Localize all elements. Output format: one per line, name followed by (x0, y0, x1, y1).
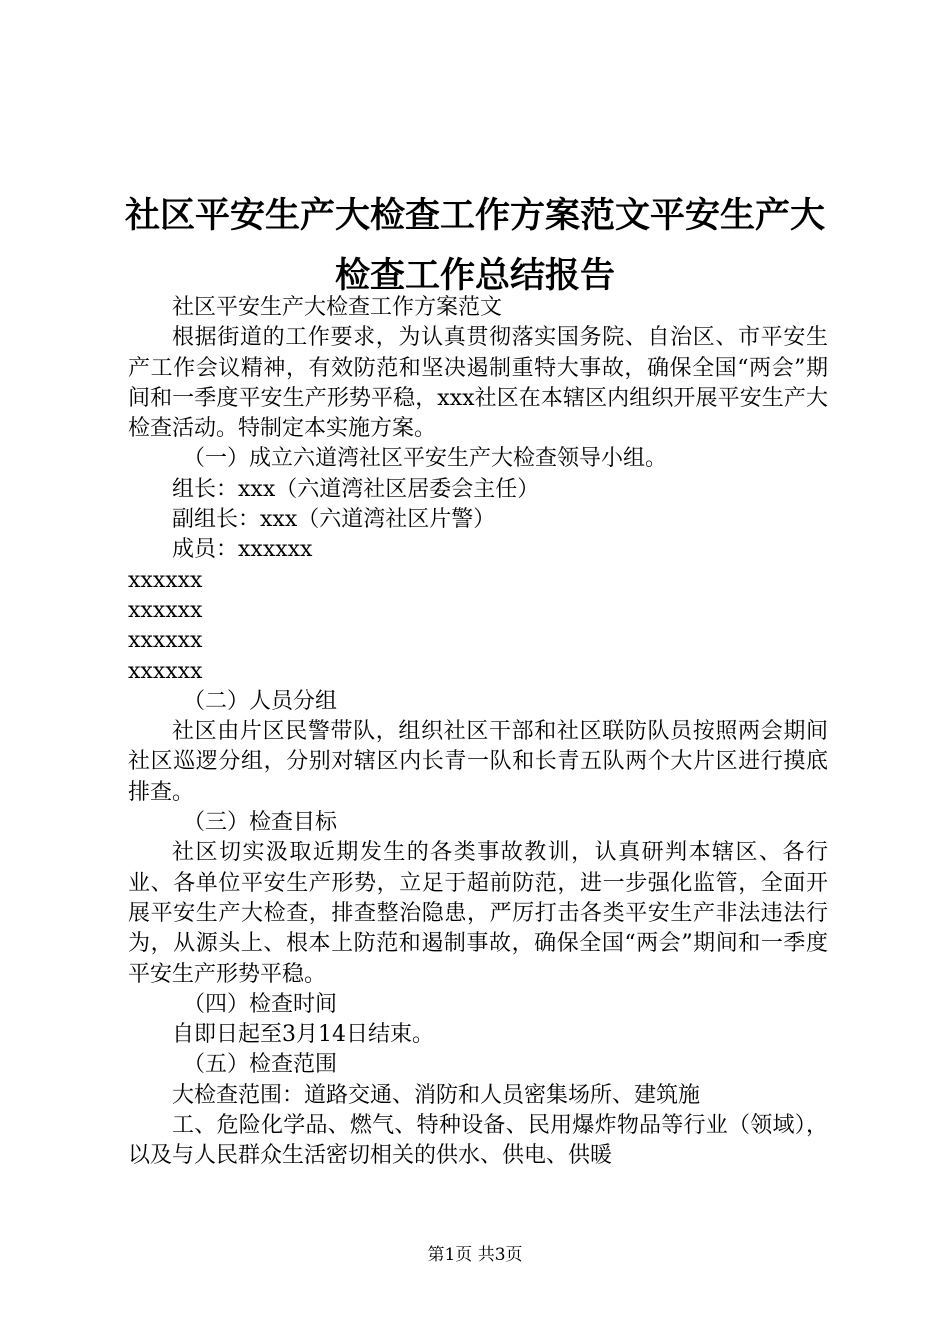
deputy-leader-line: 副组长：xxx（六道湾社区片警） (172, 507, 496, 533)
member-line: xxxxxx (128, 658, 203, 684)
page-footer (0, 1244, 950, 1266)
paragraph-grouping: 社区由片区民警带队，组织社区干部和社区联防队员按照两会期间社区巡逻分组，分别对辖区内长青一队和长青五队两个大片区进行摸底排查。 (128, 719, 828, 805)
section-heading-2: （二）人员分组 (183, 688, 338, 714)
member-line: xxxxxx (128, 597, 203, 623)
document-title (118, 186, 832, 306)
title-line-2: 检查工作总结报告 (334, 256, 615, 296)
paragraph-time: 自即日起至3月14日结束。 (172, 1022, 434, 1048)
member-line: xxxxxx (128, 628, 203, 654)
section-heading-4: （四）检查时间 (183, 991, 338, 1017)
paragraph-scope-continued: 工、危险化学品、燃气、特种设备、民用爆炸物品等行业（领域），以及与人民群众生活密切相关的供水、供电、供暖 (128, 1113, 828, 1169)
members-line: 成员：xxxxxx (172, 537, 313, 563)
member-line: xxxxxx (128, 567, 203, 593)
document-body (128, 293, 828, 1172)
section-heading-1: （一）成立六道湾社区平安生产大检查领导小组。 (183, 446, 668, 472)
paragraph-scope: 大检查范围：道路交通、消防和人员密集场所、建筑施 (172, 1082, 701, 1108)
subtitle: 社区平安生产大检查工作方案范文 (172, 295, 503, 320)
title-line-1: 社区平安生产大检查工作方案范文平安生产大 (124, 196, 825, 236)
paragraph-goals: 社区切实汲取近期发生的各类事故教训，认真研判本辖区、各行业、各单位平安生产形势，立足于超前防范，进一步强化监管，全面开展平安生产大检查，排查整治隐患，严厉打击各类平安生产非法违法行为，从源头上、根本上防范和遏制事故，确保全国“两会”期间和一季度平安生产形势平稳。 (128, 840, 828, 987)
paragraph-intro: 根据街道的工作要求，为认真贯彻落实国务院、自治区、市平安生产工作会议精神，有效防范和坚决遏制重特大事故，确保全国“两会”期间和一季度平安生产形势平稳，xxx社区在本辖区内组织开展平安生产大检查活动。特制定本实施方案。 (128, 325, 828, 442)
section-heading-3: （三）检查目标 (183, 810, 338, 836)
section-heading-5: （五）检查范围 (183, 1052, 338, 1078)
page-number: 第1页 共3页 (427, 1245, 523, 1265)
leader-line: 组长：xxx（六道湾社区居委会主任） (172, 476, 540, 502)
